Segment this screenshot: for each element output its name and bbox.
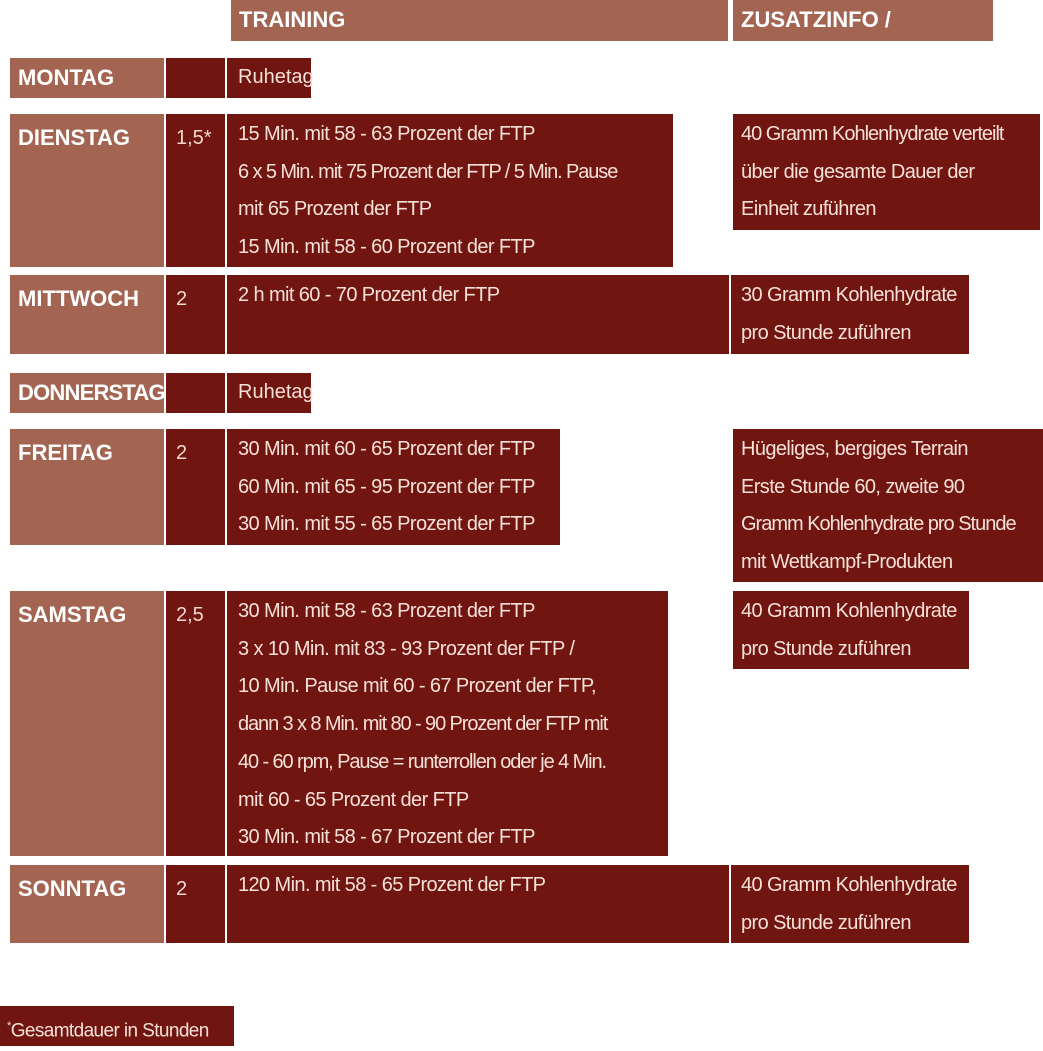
training-line: 60 Min. mit 65 - 95 Prozent der FTP: [238, 475, 535, 498]
training-line: 120 Min. mit 58 - 65 Prozent der FTP: [238, 874, 546, 896]
day-wednesday: [10, 275, 164, 354]
info-friday: [733, 429, 1043, 582]
training-line: 30 Min. mit 55 - 65 Prozent der FTP: [238, 513, 535, 536]
training-monday: [227, 58, 314, 98]
day-friday: [10, 429, 164, 545]
day-label: SONNTAG: [18, 876, 127, 901]
duration-wednesday: [166, 275, 225, 354]
training-line: 40 - 60 rpm, Pause = runterrollen oder je 4 Min.: [238, 750, 606, 773]
info-line: pro Stunde zuführen: [741, 911, 911, 934]
info-line: Gramm Kohlenhydrate pro Stunde: [741, 513, 1016, 536]
training-line: 30 Min. mit 58 - 67 Prozent der FTP: [238, 826, 535, 849]
day-label: MITTWOCH: [18, 286, 139, 311]
duration-sunday: [166, 865, 225, 943]
info-line: Einheit zuführen: [741, 198, 876, 221]
duration-friday: [166, 429, 225, 545]
header-info: [733, 0, 993, 72]
info-tuesday: [733, 114, 1040, 230]
day-tuesday: [10, 114, 164, 267]
footnote-mark: *: [7, 1020, 11, 1032]
training-line: 3 x 10 Min. mit 83 - 93 Prozent der FTP /: [238, 637, 575, 660]
day-monday: [10, 58, 164, 98]
day-thursday: [10, 373, 164, 413]
day-label: MONTAG: [18, 65, 115, 90]
info-line: Erste Stunde 60, zweite 90: [741, 475, 965, 498]
duration-monday: [166, 58, 225, 98]
training-saturday: [227, 591, 668, 856]
info-line: pro Stunde zuführen: [741, 637, 911, 660]
info-line: 40 Gramm Kohlenhydrate verteilt: [741, 123, 1004, 145]
training-line: 2 h mit 60 - 70 Prozent der FTP: [238, 284, 500, 306]
day-label: DIENSTAG: [18, 125, 131, 150]
info-line: Hügeliges, bergiges Terrain: [741, 438, 968, 460]
duration-thursday: [166, 373, 225, 413]
header-info-label: ZUSATZINFO / ERNÄHRUNG: [741, 7, 891, 72]
info-line: 40 Gramm Kohlenhydrate: [741, 874, 957, 896]
day-label: FREITAG: [18, 440, 113, 465]
duration-value: 2,5: [176, 604, 204, 626]
training-line: 10 Min. Pause mit 60 - 67 Prozent der FTP,: [238, 675, 596, 698]
training-friday: [227, 429, 560, 545]
training-sunday: [227, 865, 729, 943]
day-label: DONNERSTAG: [18, 380, 165, 405]
training-line: 15 Min. mit 58 - 63 Prozent der FTP: [238, 123, 535, 145]
training-line: 30 Min. mit 58 - 63 Prozent der FTP: [238, 600, 535, 622]
training-line: Ruhetag: [238, 381, 314, 403]
training-line: dann 3 x 8 Min. mit 80 - 90 Prozent der FTP mit: [238, 713, 608, 736]
duration-tuesday: [166, 114, 225, 267]
footnote: [0, 1006, 234, 1046]
info-line: über die gesamte Dauer der: [741, 160, 975, 183]
duration-value: 2: [176, 878, 188, 900]
info-line: 40 Gramm Kohlenhydrate: [741, 600, 957, 622]
day-sunday: [10, 865, 164, 943]
info-line: mit Wettkampf-Produkten: [741, 551, 953, 574]
info-line: 30 Gramm Kohlenhydrate: [741, 284, 957, 306]
training-line: 6 x 5 Min. mit 75 Prozent der FTP / 5 Min. Pause: [238, 160, 618, 183]
footnote-text: Gesamtdauer in Stunden: [10, 1020, 209, 1042]
info-sunday: [731, 865, 969, 943]
training-line: 15 Min. mit 58 - 60 Prozent der FTP: [238, 236, 535, 259]
training-tuesday: [227, 114, 673, 267]
header-training-label: TRAINING: [239, 7, 346, 32]
header-training: [231, 0, 728, 41]
info-saturday: [733, 591, 969, 669]
training-thursday: [227, 373, 314, 413]
info-wednesday: [731, 275, 969, 354]
day-label: SAMSTAG: [18, 602, 127, 627]
training-wednesday: [227, 275, 729, 354]
duration-value: 2: [176, 442, 188, 464]
duration-saturday: [166, 591, 225, 856]
training-line: mit 60 - 65 Prozent der FTP: [238, 788, 469, 811]
day-saturday: [10, 591, 164, 856]
duration-value: 2: [176, 288, 188, 310]
info-line: pro Stunde zuführen: [741, 321, 911, 344]
training-line: 30 Min. mit 60 - 65 Prozent der FTP: [238, 438, 535, 460]
training-line: Ruhetag: [238, 66, 314, 88]
duration-value: 1,5*: [176, 127, 212, 149]
training-line: mit 65 Prozent der FTP: [238, 198, 432, 221]
